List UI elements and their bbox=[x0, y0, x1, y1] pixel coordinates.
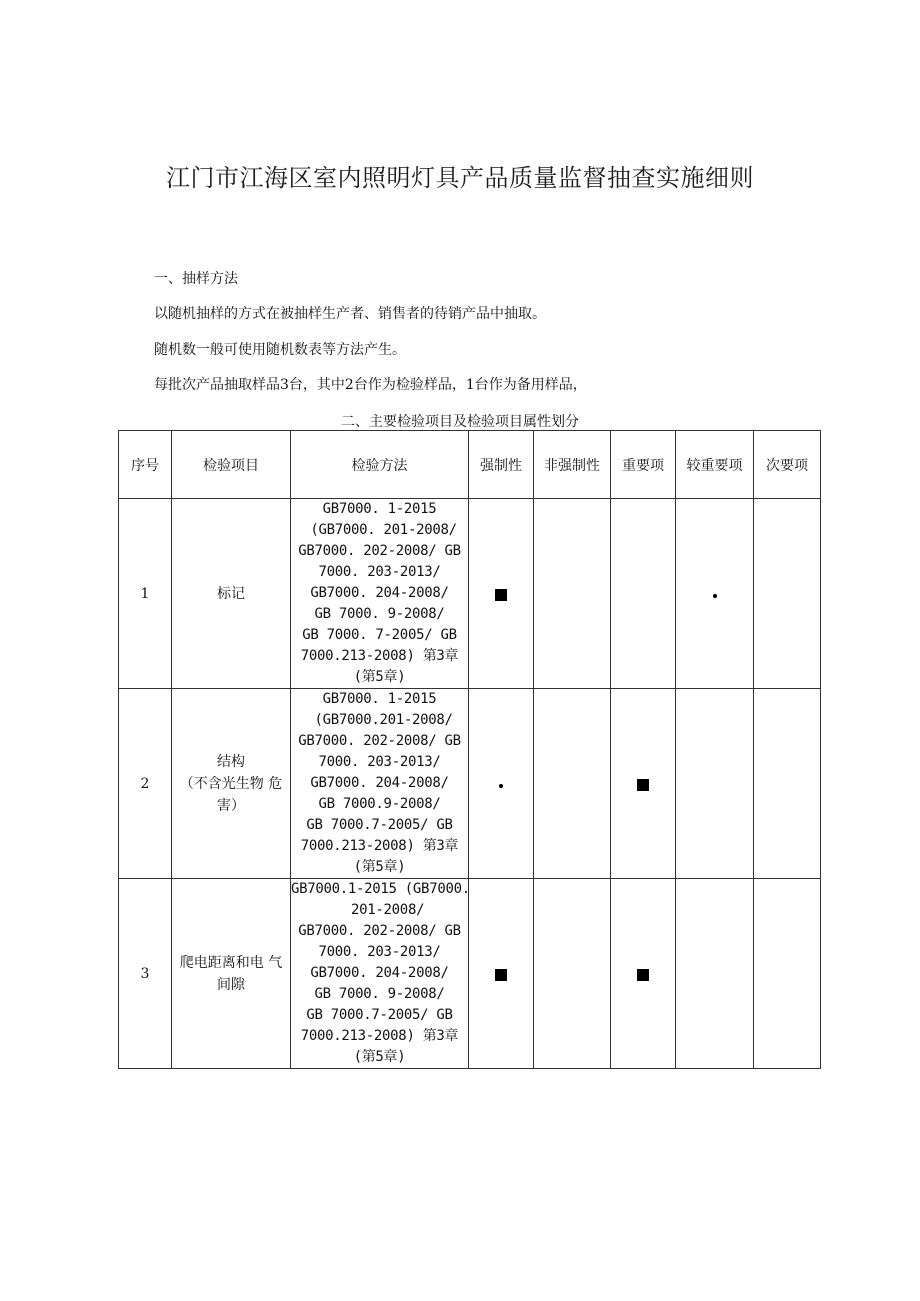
row-method: GB7000.1-2015 (GB7000. 201-2008/ GB7000. 202-2008/ GB 7000. 203-2013/ GB7000. 204-2008/ GB 7000. 9-2008/ GB 7000.7-2005/ GB 7000.213-2008) 第3章 (第5章) bbox=[291, 879, 469, 1069]
paragraph-sample-quantity: 每批次产品抽取样品3台，其中2台作为检验样品，1台作为备用样品， bbox=[154, 377, 587, 393]
table-header-row bbox=[119, 431, 821, 499]
row-seq: 3 bbox=[119, 879, 172, 1069]
row-mark-fairly-important bbox=[676, 689, 754, 879]
row-method: GB7000. 1-2015 (GB7000. 201-2008/ GB7000. 202-2008/ GB 7000. 203-2013/ GB7000. 204-2008/ GB 7000. 9-2008/ GB 7000. 7-2005/ GB 7000.213-2008) 第3章 (第5章) bbox=[291, 499, 469, 689]
header-method: 检验方法 bbox=[291, 431, 469, 499]
paragraph-sampling-scope: 以随机抽样的方式在被抽样生产者、销售者的待销产品中抽取。 bbox=[154, 306, 546, 322]
header-minor: 次要项 bbox=[754, 431, 821, 499]
row-mark-non-mandatory bbox=[534, 499, 611, 689]
row-item: 结构 （不含光生物 危 害） bbox=[172, 689, 291, 879]
inspection-items-table bbox=[118, 430, 821, 1069]
paragraph-random-number: 随机数一般可使用随机数表等方法产生。 bbox=[154, 342, 406, 358]
header-fairly-important: 较重要项 bbox=[676, 431, 754, 499]
header-seq: 序号 bbox=[119, 431, 172, 499]
row-mark-important bbox=[611, 689, 676, 879]
dot-mark-icon bbox=[713, 594, 717, 598]
table-row bbox=[119, 689, 821, 879]
row-item: 爬电距离和电 气 间隙 bbox=[172, 879, 291, 1069]
table-caption: 二、主要检验项目及检验项目属性划分 bbox=[341, 414, 579, 430]
header-important: 重要项 bbox=[611, 431, 676, 499]
filled-square-mark-icon bbox=[637, 779, 649, 791]
row-mark-fairly-important bbox=[676, 499, 754, 689]
row-mark-non-mandatory bbox=[534, 689, 611, 879]
filled-square-mark-icon bbox=[637, 969, 649, 981]
row-mark-mandatory bbox=[469, 499, 534, 689]
row-mark-minor bbox=[754, 689, 821, 879]
row-mark-minor bbox=[754, 499, 821, 689]
row-mark-fairly-important bbox=[676, 879, 754, 1069]
table-row bbox=[119, 499, 821, 689]
section-heading-sampling-method: 一、抽样方法 bbox=[154, 271, 238, 287]
table-row bbox=[119, 879, 821, 1069]
row-mark-mandatory bbox=[469, 689, 534, 879]
filled-square-mark-icon bbox=[495, 589, 507, 601]
row-mark-important bbox=[611, 499, 676, 689]
row-mark-important bbox=[611, 879, 676, 1069]
row-seq: 1 bbox=[119, 499, 172, 689]
filled-square-mark-icon bbox=[495, 969, 507, 981]
row-mark-minor bbox=[754, 879, 821, 1069]
header-mandatory: 强制性 bbox=[469, 431, 534, 499]
header-non-mandatory: 非强制性 bbox=[534, 431, 611, 499]
row-item: 标记 bbox=[172, 499, 291, 689]
row-mark-non-mandatory bbox=[534, 879, 611, 1069]
row-method: GB7000. 1-2015 (GB7000.201-2008/ GB7000. 202-2008/ GB 7000. 203-2013/ GB7000. 204-2008/ GB 7000.9-2008/ GB 7000.7-2005/ GB 7000.213-2008) 第3章 (第5章) bbox=[291, 689, 469, 879]
row-mark-mandatory bbox=[469, 879, 534, 1069]
document-title: 江门市江海区室内照明灯具产品质量监督抽查实施细则 bbox=[166, 164, 754, 192]
dot-mark-icon bbox=[499, 784, 503, 788]
row-seq: 2 bbox=[119, 689, 172, 879]
header-item: 检验项目 bbox=[172, 431, 291, 499]
